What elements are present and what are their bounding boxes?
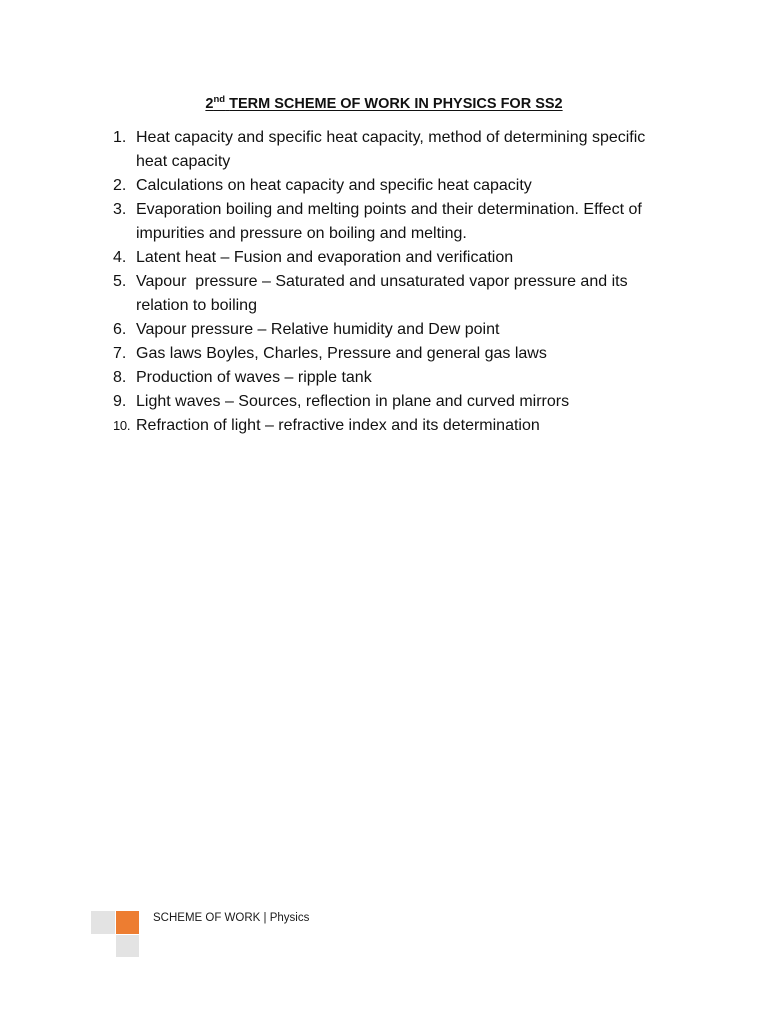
list-item <box>113 246 673 270</box>
title-superscript: nd <box>213 94 226 105</box>
list-item <box>113 174 673 198</box>
title-number: 2 <box>205 96 214 112</box>
item-text: Refraction of light – refractive index and its determination <box>136 417 540 434</box>
list-item <box>113 414 673 438</box>
item-text: Gas laws Boyles, Charles, Pressure and general gas laws <box>136 345 547 362</box>
list-item <box>113 198 673 246</box>
item-text: Vapour pressure – Saturated and unsaturated vapor pressure and its relation to boiling <box>136 273 633 314</box>
item-text: Vapour pressure – Relative humidity and Dew point <box>136 321 500 338</box>
list-item <box>113 126 673 174</box>
footer-accent-block <box>116 911 139 934</box>
list-item <box>113 390 673 414</box>
topic-list <box>113 126 673 438</box>
item-text: Evaporation boiling and melting points and their determination. Effect of impurities and pressure on boiling and melting. <box>136 201 647 242</box>
footer-label: SCHEME OF WORK | Physics <box>153 912 310 924</box>
page-title-text <box>205 96 562 112</box>
list-item <box>113 342 673 366</box>
item-number: 10. <box>113 418 131 433</box>
list-item <box>113 366 673 390</box>
page-title <box>0 92 768 116</box>
item-number: 9. <box>113 393 127 410</box>
title-main: TERM SCHEME OF WORK IN PHYSICS FOR SS2 <box>229 96 563 112</box>
list-item <box>113 270 673 318</box>
item-text: Heat capacity and specific heat capacity, method of determining specific heat capacity <box>136 129 650 170</box>
footer-decor-block <box>116 935 139 957</box>
footer-decor-block <box>91 911 115 934</box>
item-number: 5. <box>113 273 127 290</box>
item-number: 3. <box>113 201 127 218</box>
item-text: Calculations on heat capacity and specific heat capacity <box>136 177 532 194</box>
item-number: 2. <box>113 177 127 194</box>
item-text: Light waves – Sources, reflection in plane and curved mirrors <box>136 393 570 410</box>
item-number: 1. <box>113 129 127 146</box>
item-number: 8. <box>113 369 127 386</box>
item-number: 7. <box>113 345 127 362</box>
item-number: 4. <box>113 249 127 266</box>
item-text: Latent heat – Fusion and evaporation and verification <box>136 249 514 266</box>
item-text: Production of waves – ripple tank <box>136 369 372 386</box>
list-item <box>113 318 673 342</box>
item-number: 6. <box>113 321 127 338</box>
